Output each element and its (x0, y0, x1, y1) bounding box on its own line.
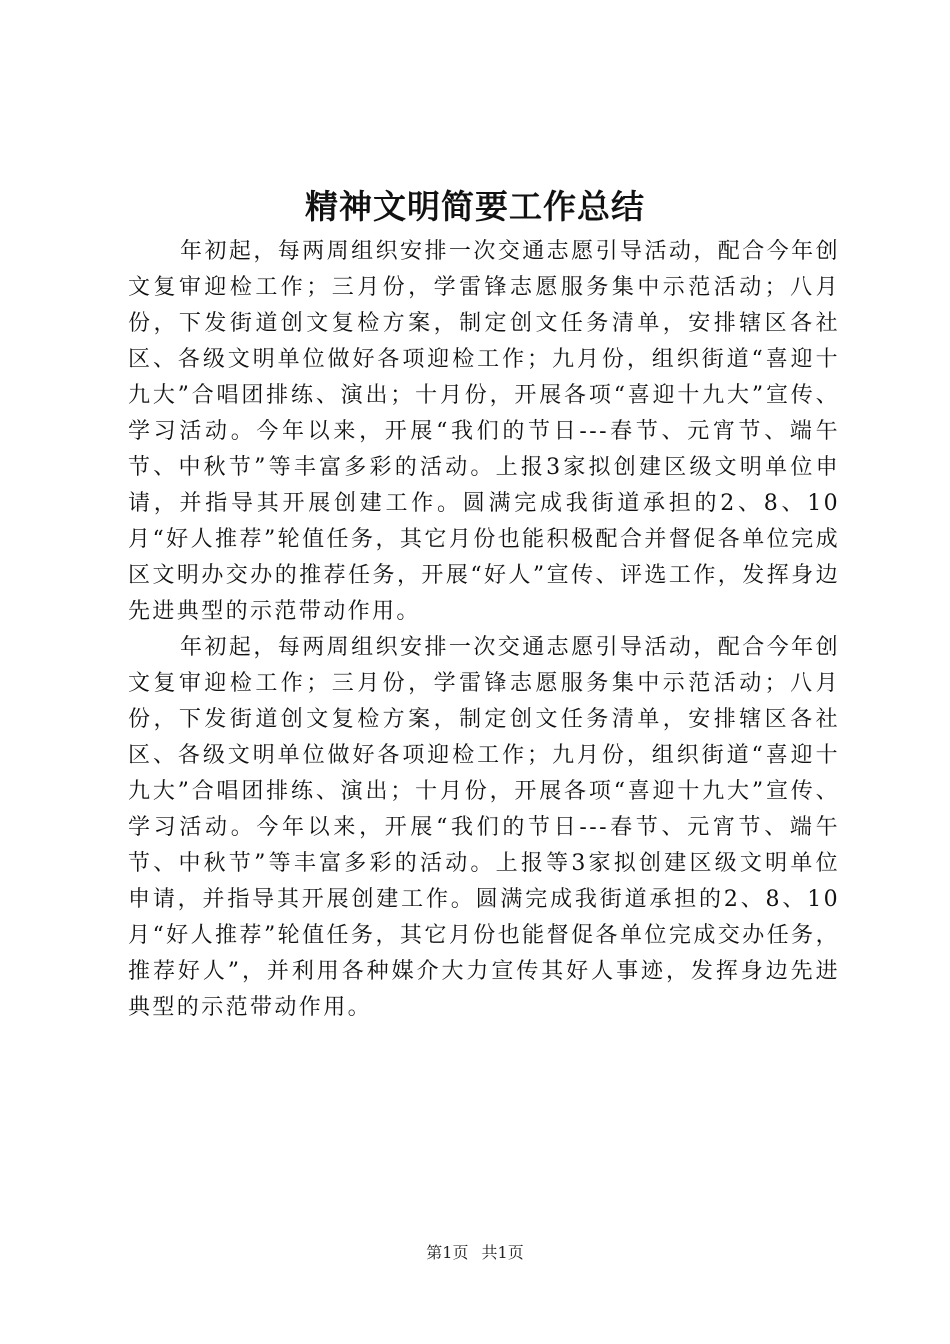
document-body (128, 234, 840, 1026)
paragraph: 年初起，每两周组织安排一次交通志愿引导活动，配合今年创文复审迎检工作；三月份，学雷锋志愿服务集中示范活动；八月份，下发街道创文复检方案，制定创文任务清单，安排辖区各社区、各级文明单位做好各项迎检工作；九月份，组织街道“喜迎十九大”合唱团排练、演出；十月份，开展各项“喜迎十九大”宣传、学习活动。今年以来，开展“我们的节日---春节、元宵节、端午节、中秋节”等丰富多彩的活动。上报3家拟创建区级文明单位申请，并指导其开展创建工作。圆满完成我街道承担的2、8、10月“好人推荐”轮值任务，其它月份也能积极配合并督促各单位完成区文明办交办的推荐任务，开展“好人”宣传、评选工作，发挥身边先进典型的示范带动作用。 (128, 239, 840, 624)
page-total: 共1页 (481, 1243, 524, 1262)
document-title: 精神文明简要工作总结 (305, 187, 645, 226)
paragraph: 年初起，每两周组织安排一次交通志愿引导活动，配合今年创文复审迎检工作；三月份，学雷锋志愿服务集中示范活动；八月份，下发街道创文复检方案，制定创文任务清单，安排辖区各社区、各级文明单位做好各项迎检工作；九月份，组织街道“喜迎十九大”合唱团排练、演出；十月份，开展各项“喜迎十九大”宣传、学习活动。今年以来，开展“我们的节日---春节、元宵节、端午节、中秋节”等丰富多彩的活动。上报等3家拟创建区级文明单位申请，并指导其开展创建工作。圆满完成我街道承担的2、8、10月“好人推荐”轮值任务，其它月份也能督促各单位完成交办任务，推荐好人”，并利用各种媒介大力宣传其好人事迹，发挥身边先进典型的示范带动作用。 (128, 635, 840, 1020)
page-number: 第1页 (426, 1243, 469, 1262)
page-footer (0, 1241, 950, 1265)
